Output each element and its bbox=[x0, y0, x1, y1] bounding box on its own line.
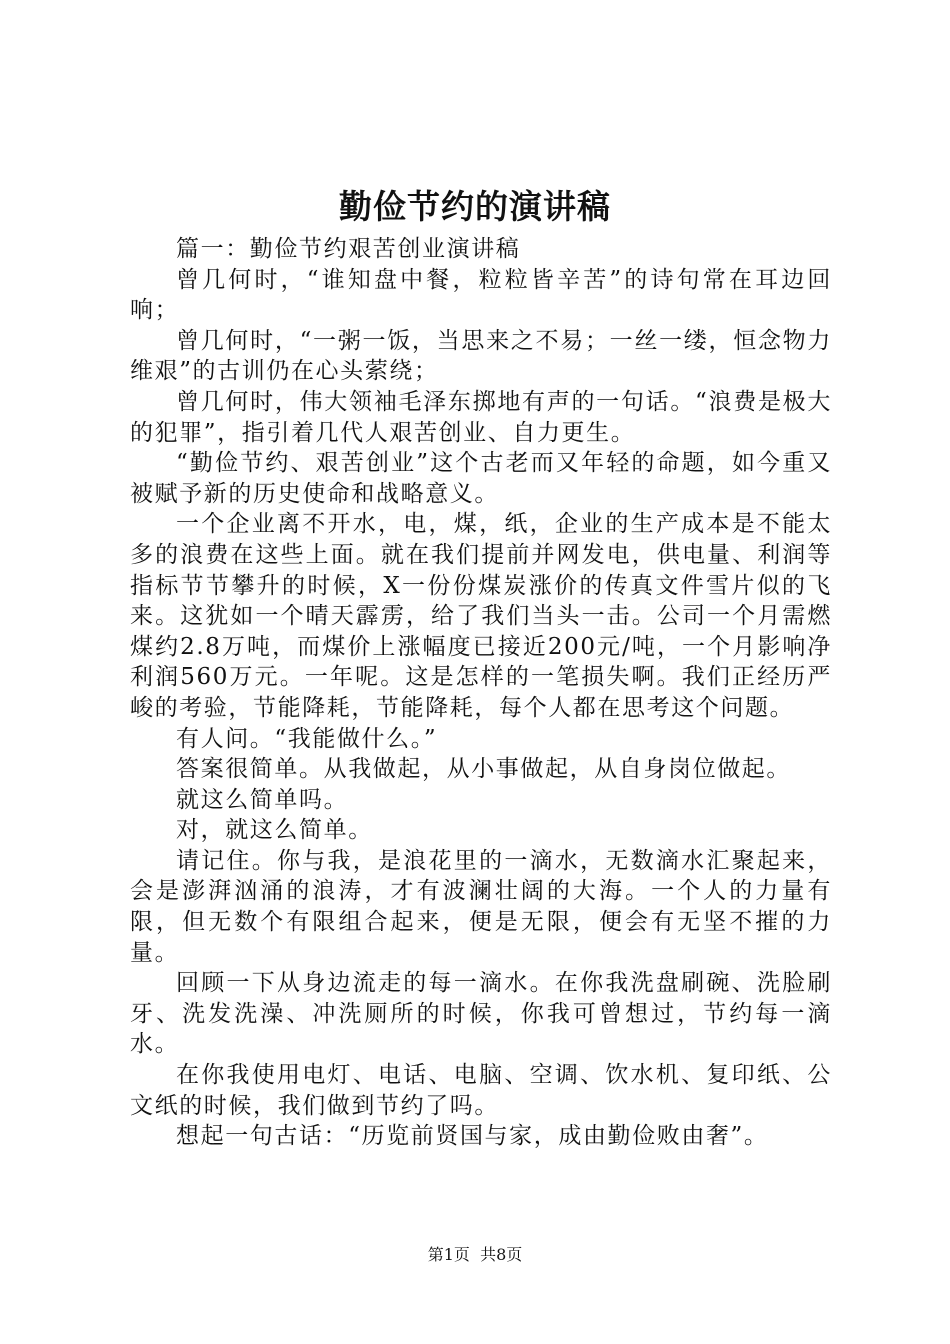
paragraph: 请记住。你与我，是浪花里的一滴水，无数滴水汇聚起来，会是澎湃汹涌的浪涛，才有波澜壮阔的大海。一个人的力量有限，但无数个有限组合起来，便是无限，便会有无坚不摧的力量。 bbox=[130, 847, 832, 966]
paragraph: 答案很简单。从我做起，从小事做起，从自身岗位做起。 bbox=[176, 756, 791, 783]
paragraph: 对，就这么简单。 bbox=[176, 817, 373, 844]
paragraph: 在你我使用电灯、电话、电脑、空调、饮水机、复印纸、公文纸的时候，我们做到节约了吗。 bbox=[130, 1062, 832, 1119]
paragraph: 有人问。“我能做什么。” bbox=[176, 725, 438, 752]
page-footer bbox=[0, 1244, 950, 1266]
paragraph: 一个企业离不开水，电，煤，纸，企业的生产成本是不能太多的浪费在这些上面。就在我们提前并网发电，供电量、利润等指标节节攀升的时候，X一份份煤炭涨价的传真文件雪片似的飞来。这犹如一个晴天霹雳，给了我们当头一击。公司一个月需燃煤约2.8万吨，而煤价上涨幅度已接近200元/吨，一个月影响净利润560万元。一年呢。这是怎样的一笔损失啊。我们正经历严峻的考验，节能降耗，节能降耗，每个人都在思考这个问题。 bbox=[130, 511, 832, 721]
paragraph: 曾几何时，“谁知盘中餐，粒粒皆辛苦”的诗句常在耳边回响； bbox=[130, 266, 832, 324]
paragraph: 想起一句古话：“历览前贤国与家，成由勤俭败由奢”。 bbox=[176, 1123, 769, 1150]
paragraph: “勤俭节约、艰苦创业”这个古老而又年轻的命题，如今重又被赋予新的历史使命和战略意义。 bbox=[130, 450, 832, 507]
document-title: 勤俭节约的演讲稿 bbox=[339, 187, 611, 226]
page-number-label: 第1页 共8页 bbox=[427, 1245, 523, 1264]
paragraph: 就这么简单吗。 bbox=[176, 786, 349, 813]
document-body bbox=[130, 234, 832, 1152]
paragraph: 回顾一下从身边流走的每一滴水。在你我洗盘刷碗、洗脸刷牙、洗发洗澡、冲洗厕所的时候，你我可曾想过，节约每一滴水。 bbox=[130, 970, 832, 1058]
paragraph: 篇一：勤俭节约艰苦创业演讲稿 bbox=[176, 236, 521, 262]
paragraph: 曾几何时，伟大领袖毛泽东掷地有声的一句话。“浪费是极大的犯罪”，指引着几代人艰苦创业、自力更生。 bbox=[130, 388, 832, 446]
paragraph: 曾几何时，“一粥一饭，当思来之不易；一丝一缕，恒念物力维艰”的古训仍在心头萦绕； bbox=[130, 327, 832, 385]
